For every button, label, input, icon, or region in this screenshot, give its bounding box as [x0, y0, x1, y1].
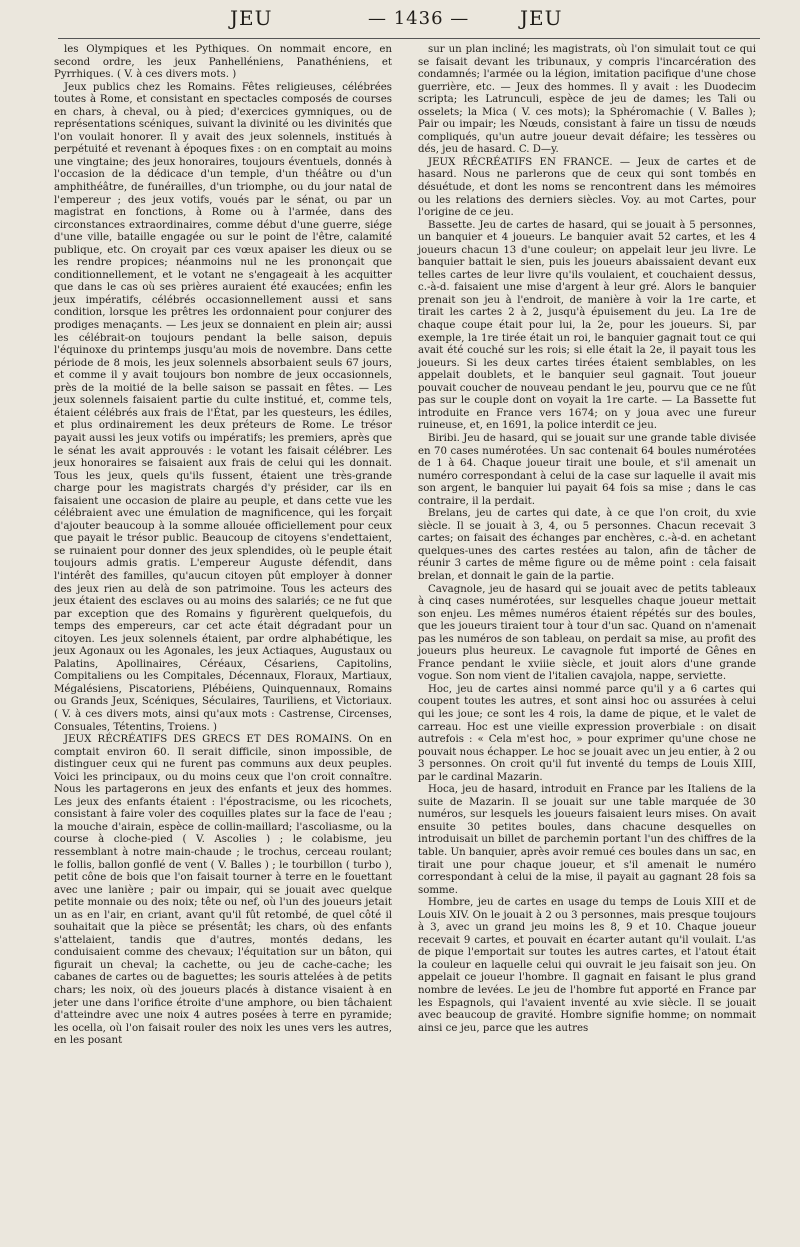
header-right-word: JEU: [520, 6, 563, 30]
paragraph: Cavagnole, jeu de hasard qui se jouait avec de petits tableaux à cinq cases numérotées, sur lesquelles chaque joueur mettait son enjeu. Les mêmes numéros étaient répétés sur des boules, que les joueurs tiraient tour à tour d'un sac. Quand on n'amenait pas les numéros de son tableau, on perdait sa mise, au profit des joueurs plus heureux. Le cavagnole fut importé de Gênes en France pendant le xviiie siècle, et jouit alors d'une grande vogue. Son nom vient de l'italien cavajola, nappe, serviette.: [418, 583, 756, 683]
right-column: [418, 44, 756, 1035]
page-number: — 1436 —: [368, 8, 470, 29]
paragraph: Jeux publics chez les Romains. Fêtes religieuses, célébrées toutes à Rome, et consistant en spectacles composés de courses en chars, à cheval, ou à pied; d'exercices gymniques, ou de représentations scéniques, suivant la divinité ou les divinités que l'on voulait honorer. Il y avait des jeux solennels, institués à perpétuité et revenant à époques fixes : on en comptait au moins une vingtaine; des jeux honoraires, toujours éventuels, donnés à l'occasion de la dédicace d'un temple, d'un théâtre ou d'un amphithéâtre, de funérailles, d'un triomphe, ou du jour natal de l'empereur ; des jeux votifs, voués par le sénat, ou par un magistrat en fonctions, à Rome ou à l'armée, dans des circonstances extraordinaires, comme début d'une guerre, siége d'une ville, bataille engagée ou sur le point de l'être, calamité publique, etc. On croyait par ces vœux apaiser les dieux ou se les rendre propices; néanmoins nul ne les prononçait que conditionnellement, et le votant ne s'engageait à les acquitter que dans le cas où ses prières auraient été exaucées; enfin les jeux impératifs, célébrés occasionnellement aussi et sans condition, lorsque les prêtres les ordonnaient pour conjurer des prodiges menaçants. — Les jeux se donnaient en plein air; aussi les célébrait-on toujours pendant la belle saison, depuis l'équinoxe du printemps jusqu'au mois de novembre. Dans cette période de 8 mois, les jeux solennels absorbaient seuls 67 jours, et comme il y avait toujours bon nombre de jeux occasionnels, près de la moitié de la belle saison se passait en fêtes. — Les jeux solennels faisaient partie du culte institué, et, comme tels, étaient célébrés aux frais de l'État, par les questeurs, les édiles, et plus ordinairement les deux préteurs de Rome. Le trésor payait aussi les jeux votifs ou impératifs; les premiers, après que le sénat les avait approuvés : le votant les faisait célébrer. Les jeux honoraires se faisaient aux frais de celui qui les donnait. Tous les jeux, quels qu'ils fussent, étaient une très-grande charge pour les magistrats chargés d'y présider, car ils en faisaient une occasion de plaire au peuple, et dans cette vue les célébraient avec une émulation de magnificence, qui les forçait d'ajouter beaucoup à la somme allouée officiellement pour ceux que payait le trésor public. Beaucoup de citoyens s'endettaient, se ruinaient pour donner des jeux splendides, où le peuple était toujours admis gratis. L'empereur Auguste défendit, dans l'intérêt des familles, qu'aucun citoyen pût employer à donner des jeux rien au delà de son patrimoine. Tous les acteurs des jeux étaient des esclaves ou au moins des salariés; ce ne fut que par exception que des Romains y figurèrent quelquefois, du temps des empereurs, car cet acte était dégradant pour un citoyen. Les jeux solennels étaient, par ordre alphabétique, les jeux Agonaux ou les Agonales, les jeux Actiaques, Augustaux ou Palatins, Apollinaires, Céréaux, Césariens, Capitolins, Compitaliens ou les Compitales, Décennaux, Floraux, Martiaux, Mégalésiens, Piscatoriens, Plébéiens, Quinquennaux, Romains ou Grands Jeux, Scéniques, Séculaires, Tauriliens, et Victoriaux. ( V. à ces divers mots, ainsi qu'aux mots : Castrense, Circenses, Consuales, Tétentins, Troiens. ): [54, 81, 392, 733]
paragraph: Hoc, jeu de cartes ainsi nommé parce qu'il y a 6 cartes qui coupent toutes les autres, et sont ainsi hoc ou assurées à celui qui les joue; ce sont les 4 rois, la dame de pique, et le valet de carreau. Hoc est une vieille expression proverbiale : on disait autrefois : « Cela m'est hoc, » pour exprimer qu'une chose ne pouvait nous échapper. Le hoc se jouait avec un jeu entier, à 2 ou 3 personnes. On croit qu'il fut inventé du temps de Louis XIII, par le cardinal Mazarin.: [418, 683, 756, 783]
header-rule: [58, 38, 760, 39]
paragraph: JEUX RÉCRÉATIFS EN FRANCE. — Jeux de cartes et de hasard. Nous ne parlerons que de ceux qui sont tombés en désuétude, et dont les noms se rencontrent dans les mémoires ou les relations des derniers siècles. Voy. au mot Cartes, pour l'origine de ce jeu.: [418, 156, 756, 219]
left-column: [54, 44, 392, 1048]
paragraph: Bassette. Jeu de cartes de hasard, qui se jouait à 5 personnes, un banquier et 4 joueurs. Le banquier avait 52 cartes, et les 4 joueurs chacun 13 d'une couleur; on appelait leur jeu livre. Le banquier battait le sien, puis les joueurs abaissaient devant eux telles cartes de leur livre qu'ils voulaient, et couchaient dessus, c.-à-d. faisaient une mise d'argent à leur gré. Alors le banquier prenait son jeu à l'endroit, de manière à voir la 1re carte, et tirait les cartes 2 à 2, jusqu'à épuisement du jeu. La 1re de chaque coupe était pour lui, la 2e, pour les joueurs. Si, par exemple, la 1re tirée était un roi, le banquier gagnait tout ce qui avait été couché sur les rois; si elle était la 2e, il payait tous les joueurs. Si les deux cartes tirées étaient semblables, on les appelait doublets, et le banquier seul gagnait. Tout joueur pouvait coucher de nouveau pendant le jeu, pourvu que ce ne fût pas sur le couple dont on voyait la 1re carte. — La Bassette fut introduite en France vers 1674; on y joua avec une fureur ruineuse, et, en 1691, la police interdit ce jeu.: [418, 219, 756, 432]
header-left-word: JEU: [230, 6, 273, 30]
paragraph: Brelans, jeu de cartes qui date, à ce que l'on croit, du xvie siècle. Il se jouait à 3, 4, ou 5 personnes. Chacun recevait 3 cartes; on faisait des échanges par enchères, c.-à-d. en achetant quelques-unes des cartes restées au talon, afin de tâcher de réunir 3 cartes de même figure ou de même point : cela faisait brelan, et donnait le gain de la partie.: [418, 508, 756, 582]
paragraph: Hombre, jeu de cartes en usage du temps de Louis XIII et de Louis XIV. On le jouait à 2 ou 3 personnes, mais presque toujours à 3, avec un grand jeu moins les 8, 9 et 10. Chaque joueur recevait 9 cartes, et pouvait en écarter autant qu'il voulait. L'as de pique l'emportait sur toutes les autres cartes, et l'atout était la couleur en laquelle celui qui ouvrait le jeu faisait son jeu. On appelait ce joueur l'hombre. Il gagnait en faisant le plus grand nombre de levées. Le jeu de l'hombre fut apporté en France par les Espagnols, qui l'avaient inventé au xvie siècle. Il se jouait avec beaucoup de gravité. Hombre signifie homme; on nommait ainsi ce jeu, parce que les autres: [418, 897, 756, 1034]
paragraph: JEUX RÉCRÉATIFS DES GRECS ET DES ROMAINS. On en comptait environ 60. Il serait difficile, sinon impossible, de distinguer ceux qui ne furent pas communs aux deux peuples. Voici les principaux, ou du moins ceux que l'on croit connaître. Nous les partagerons en jeux des enfants et jeux des hommes. Les jeux des enfants étaient : l'épostracisme, ou les ricochets, consistant à faire voler des coquilles plates sur la face de l'eau ; la mouche d'airain, espèce de collin-maillard; l'ascoliasme, ou la course à cloche-pied ( V. Ascolies ) ; le colabisme, jeu ressemblant à notre main-chaude ; le trochus, cerceau roulant; le follis, ballon gonflé de vent ( V. Balles ) ; le tourbillon ( turbo ), petit cône de bois que l'on faisait tourner à terre en le fouettant avec une lanière ; pair ou impair, qui se jouait avec quelque petite monnaie ou des noix; tête ou nef, où l'un des joueurs jetait un as en l'air, en criant, avant qu'il fût retombé, de quel côté il souhaitait que la pièce se présentât; les chars, où des enfants s'attelaient, tandis que d'autres, montés dedans, les conduisaient comme des chevaux; l'équitation sur un bâton, qui figurait un cheval; la cachette, ou jeu de cache-cache; les cabanes de cartes ou de baguettes; les souris attelées à de petits chars; les noix, où des joueurs placés à distance visaient à en jeter une dans l'orifice étroite d'une amphore, ou bien tâchaient d'atteindre avec une noix 4 autres posées à terre en pyramide; les ocella, où l'on faisait rouler des noix les unes vers les autres, en les posant: [54, 734, 392, 1047]
paragraph: les Olympiques et les Pythiques. On nommait encore, en second ordre, les jeux Panhelléniens, Panathéniens, et Pyrrhiques. ( V. à ces divers mots. ): [54, 44, 392, 81]
paragraph: Hoca, jeu de hasard, introduit en France par les Italiens de la suite de Mazarin. Il se jouait sur une table marquée de 30 numéros, sur lesquels les joueurs faisaient leurs mises. On avait ensuite 30 petites boules, dans chacune desquelles on introduisait un billet de parchemin portant l'un des chiffres de la table. Un banquier, après avoir remué ces boules dans un sac, en tirait une pour chaque joueur, et s'il amenait le numéro correspondant à celui de la mise, il payait au gagnant 28 fois sa somme.: [418, 784, 756, 896]
running-header: [0, 6, 800, 36]
paragraph: Biribi. Jeu de hasard, qui se jouait sur une grande table divisée en 70 cases numérotées. Un sac contenait 64 boules numérotées de 1 à 64. Chaque joueur tirait une boule, et s'il amenait un numéro correspondant à celui de la case sur laquelle il avait mis son argent, le banquier lui payait 64 fois sa mise ; dans le cas contraire, il la perdait.: [418, 432, 756, 507]
paragraph: sur un plan incliné; les magistrats, où l'on simulait tout ce qui se faisait devant les tribunaux, y compris l'incarcération des condamnés; l'armée ou la légion, imitation pacifique d'une chose guerrière, etc. — Jeux des hommes. Il y avait : les Duodecim scripta; les Latrunculi, espèce de jeu de dames; les Tali ou osselets; la Mica ( V. ces mots); la Sphéromachie ( V. Balles ); Pair ou impair; les Nœuds, consistant à faire un tissu de nœuds compliqués, qu'un autre joueur devait défaire; les tessères ou dés, jeu de hasard. C. D—y.: [418, 44, 756, 156]
